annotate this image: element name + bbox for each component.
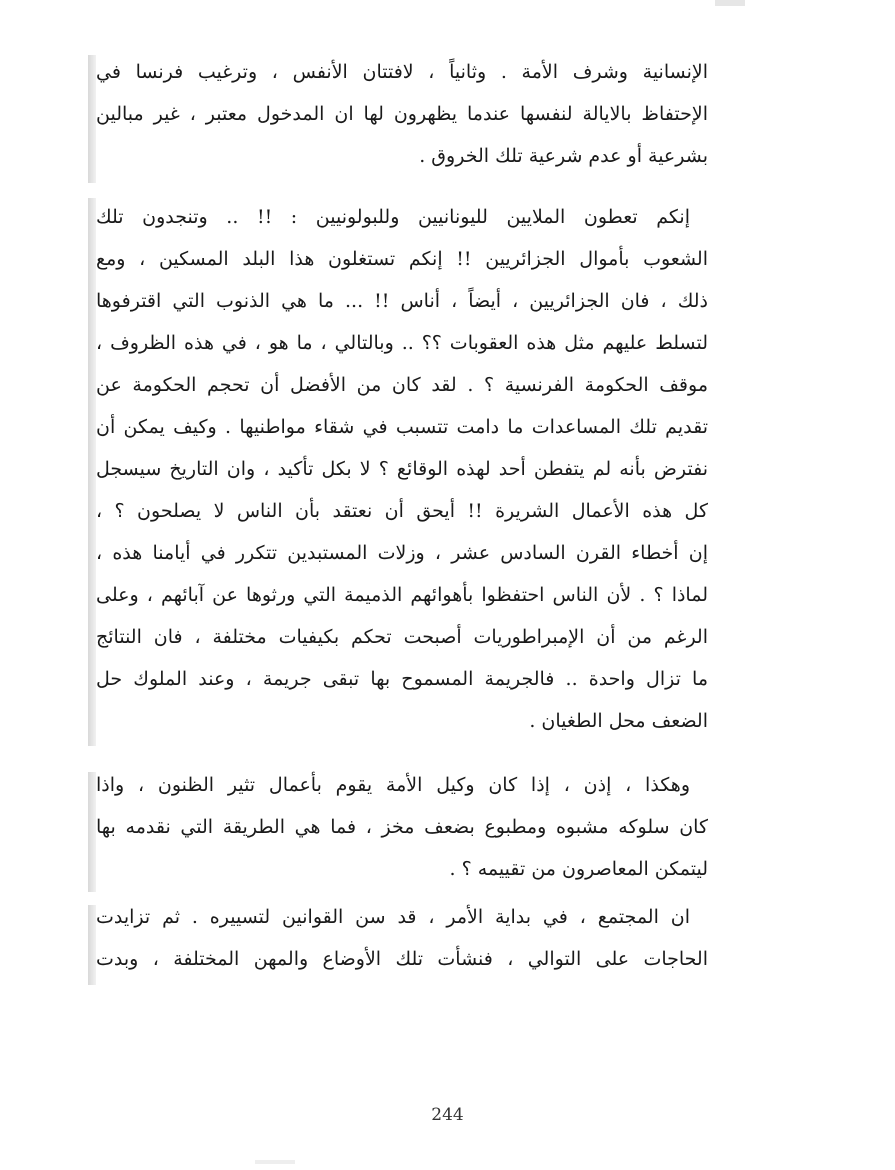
text-line: الشعوب بأموال الجزائريين !! إنكم تستغلون هذا البلد المسكين ، ومع (96, 248, 708, 270)
text-line: الضعف محل الطغيان . (529, 710, 708, 732)
scan-shadow (88, 198, 96, 746)
text-line: ليتمكن المعاصرون من تقييمه ؟ . (449, 858, 708, 880)
text-line: وهكذا ، إذن ، إذا كان وكيل الأمة يقوم بأعمال تثير الظنون ، واذا (96, 774, 690, 796)
paragraph-4 (96, 896, 708, 980)
text-line: ما تزال واحدة .. فالجريمة المسموح بها تبقى جريمة ، وعند الملوك حل (96, 668, 708, 690)
paragraph-1 (96, 51, 708, 177)
text-line: إنكم تعطون الملايين لليونانيين وللبولونيين : !! .. وتنجدون تلك (96, 206, 690, 228)
scan-shadow (88, 772, 96, 892)
scan-shadow (88, 905, 96, 985)
text-line: الإنسانية وشرف الأمة . وثانياً ، لافتتان الأنفس ، وترغيب فرنسا في (96, 61, 708, 83)
text-line: ذلك ، فان الجزائريين ، أيضاً ، أناس !! ... ما هي الذنوب التي اقترفوها (96, 290, 708, 312)
paragraph-2 (96, 196, 708, 742)
text-line: لتسلط عليهم مثل هذه العقوبات ؟؟ .. وبالتالي ، ما هو ، في هذه الظروف ، (96, 332, 708, 354)
scan-artifact-bottom (255, 1160, 295, 1164)
text-line: الإحتفاظ بالايالة لنفسها عندما يظهرون لها ان المدخول معتبر ، غير مبالين (96, 103, 708, 125)
text-line: إن أخطاء القرن السادس عشر ، وزلات المستبدين تتكرر في أيامنا هذه ، (96, 542, 708, 564)
text-line: نفترض بأنه لم يتفطن أحد لهذه الوقائع ؟ لا بكل تأكيد ، وان التاريخ سيسجل (96, 458, 708, 480)
text-line: لماذا ؟ . لأن الناس احتفظوا بأهوائهم الذميمة التي ورثوها عن آبائهم ، وعلى (96, 584, 708, 606)
text-line: موقف الحكومة الفرنسية ؟ . لقد كان من الأفضل أن تحجم الحكومة عن (96, 374, 708, 396)
page-number: 244 (431, 1105, 464, 1125)
scan-artifact-top (715, 0, 745, 6)
paragraph-3 (96, 764, 708, 890)
text-line: الرغم من أن الإمبراطوريات أصبحت تحكم بكيفيات مختلفة ، فان النتائج (96, 626, 708, 648)
text-line: تقديم تلك المساعدات ما دامت تتسبب في شقاء مواطنيها . وكيف يمكن أن (96, 416, 708, 438)
scan-shadow (88, 55, 96, 183)
text-line: ان المجتمع ، في بداية الأمر ، قد سن القوانين لتسييره . ثم تزايدت (96, 906, 690, 928)
text-line: كل هذه الأعمال الشريرة !! أيحق أن نعتقد بأن الناس لا يصلحون ؟ ، (96, 500, 708, 522)
text-line: الحاجات على التوالي ، فنشأت تلك الأوضاع والمهن المختلفة ، وبدت (96, 948, 708, 970)
text-line: بشرعية أو عدم شرعية تلك الخروق . (419, 145, 708, 167)
text-line: كان سلوكه مشبوه ومطبوع بضعف مخز ، فما هي الطريقة التي نقدمه بها (96, 816, 708, 838)
